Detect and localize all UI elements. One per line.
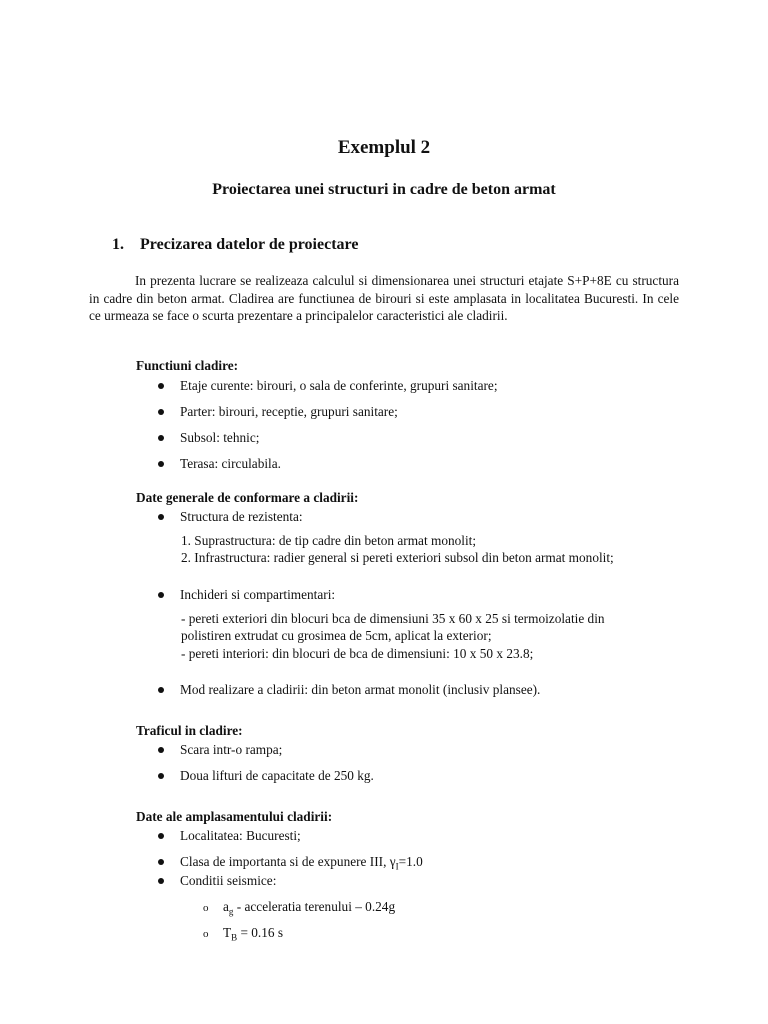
list-item: Localitatea: Bucuresti; bbox=[158, 828, 301, 844]
list-item: Doua lifturi de capacitate de 250 kg. bbox=[158, 768, 374, 784]
bullet-icon bbox=[158, 747, 164, 753]
list-item: Structura de rezistenta: bbox=[158, 509, 303, 525]
intro-line: cu structura in cadre din beton armat. Cladirea are functiunea de birouri si este amplasata in bbox=[89, 273, 679, 306]
bullet-icon bbox=[158, 409, 164, 415]
page-title: Exemplul 2 bbox=[337, 137, 431, 158]
intro-line: localitatea Bucuresti. In cele ce urmeaza se face o scurta prezentare a principalelor caracteristici bbox=[89, 290, 679, 323]
bullet-icon bbox=[158, 773, 164, 779]
list-item: Clasa de importanta si de expunere III, $\gamma_I=1.0$ bbox=[158, 854, 423, 872]
bullet-icon bbox=[158, 592, 164, 598]
section-number: 1. bbox=[112, 236, 124, 253]
intro-line: ale cladirii. bbox=[447, 308, 508, 323]
list-item: Parter: birouri, receptie, grupuri sanitare; bbox=[158, 404, 398, 420]
bullet-icon bbox=[158, 687, 164, 693]
structura-item: 1. Suprastructura: de tip cadre din beton armat monolit; bbox=[181, 533, 477, 548]
list-item: Etaje curente: birouri, o sala de conferinte, grupuri sanitare; bbox=[158, 378, 498, 394]
list-item: Inchideri si compartimentari: bbox=[158, 587, 335, 603]
bullet-icon bbox=[158, 383, 164, 389]
functiuni-heading: Functiuni cladire: bbox=[136, 358, 239, 373]
list-item: Conditii seismice: bbox=[158, 873, 276, 889]
section-title: Precizarea datelor de proiectare bbox=[140, 236, 359, 253]
intro-paragraph bbox=[89, 272, 679, 325]
conformare-heading: Date generale de conformare a cladirii: bbox=[136, 490, 359, 505]
bullet-icon bbox=[158, 859, 164, 865]
circle-bullet-icon: o bbox=[203, 928, 209, 940]
bullet-icon bbox=[158, 435, 164, 441]
bullet-icon bbox=[158, 461, 164, 467]
sub-list-item: o $a_g$ - acceleratia terenului – 0.24g bbox=[203, 899, 396, 917]
section-heading bbox=[112, 236, 358, 254]
structura-item: 2. Infrastructura: radier general si pereti exteriori subsol din beton armat monolit; bbox=[181, 550, 614, 565]
circle-bullet-icon: o bbox=[203, 902, 209, 914]
bullet-icon bbox=[158, 833, 164, 839]
intro-line: In prezenta lucrare se realizeaza calculul si dimensionarea unei structuri etajate S+P+8E bbox=[135, 273, 616, 288]
list-item: Terasa: circulabila. bbox=[158, 456, 281, 472]
list-item: Subsol: tehnic; bbox=[158, 430, 259, 446]
page-subtitle: Proiectarea unei structuri in cadre de beton armat bbox=[212, 181, 556, 198]
bullet-icon bbox=[158, 878, 164, 884]
traficul-heading: Traficul in cladire: bbox=[136, 723, 243, 738]
inchideri-line: - pereti exteriori din blocuri bca de dimensiuni 35 x 60 x 25 si termoizolatie din bbox=[181, 611, 605, 626]
inchideri-line: polistiren extrudat cu grosimea de 5cm, aplicat la exterior; bbox=[181, 628, 492, 643]
amplasament-heading: Date ale amplasamentului cladirii: bbox=[136, 809, 333, 824]
sub-list-item: o $T_B = 0.16$ s bbox=[203, 925, 284, 943]
list-item: Mod realizare a cladirii: din beton armat monolit (inclusiv plansee). bbox=[158, 682, 540, 698]
inchideri-line: - pereti interiori: din blocuri de bca de dimensiuni: 10 x 50 x 23.8; bbox=[181, 646, 534, 661]
bullet-icon bbox=[158, 514, 164, 520]
list-item: Scara intr-o rampa; bbox=[158, 742, 282, 758]
